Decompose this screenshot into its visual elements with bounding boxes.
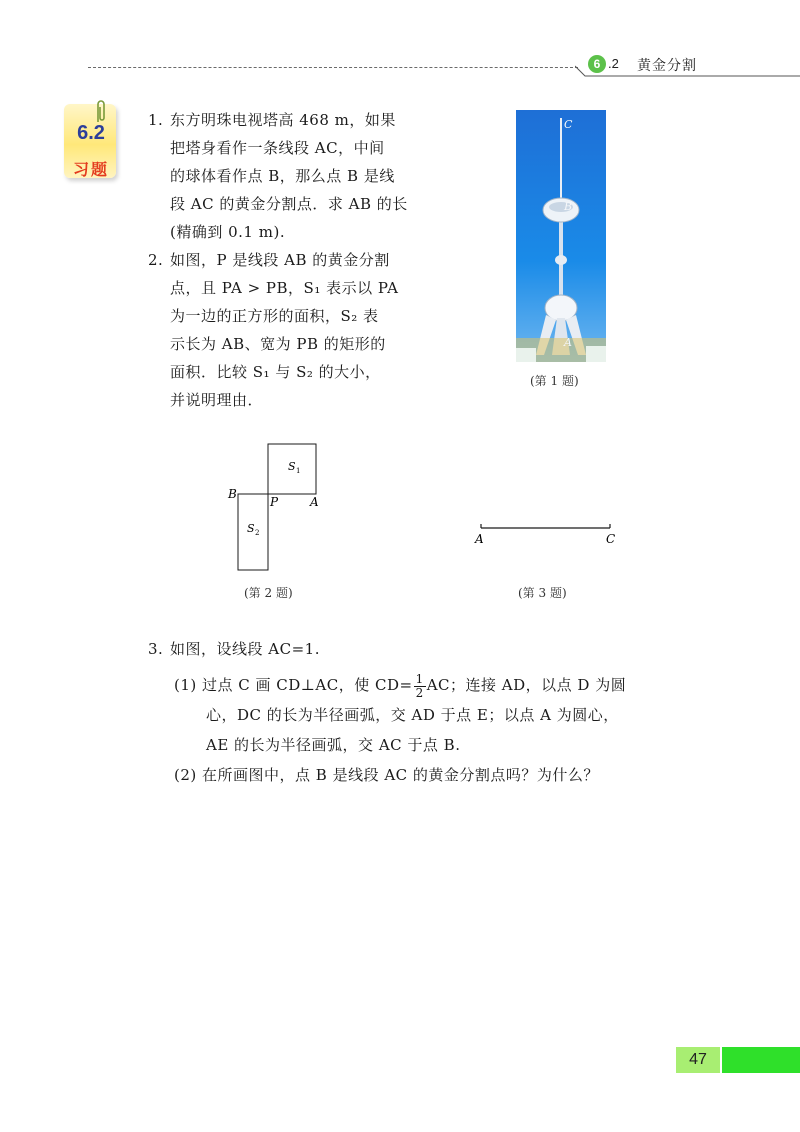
exercise-badge-label: 习题: [72, 160, 109, 179]
problem-3-part1-line3: AE 的长为半径画弧，交 AC 于点 B.: [206, 736, 461, 754]
problem-2-line: 并说明理由．: [170, 391, 264, 409]
problem-2: [148, 246, 438, 414]
page-number: 47: [676, 1047, 720, 1073]
problem-1-number: 1.: [148, 111, 164, 129]
figure-3-caption: (第 3 题): [518, 586, 567, 600]
figure-3-label-a: A: [475, 532, 484, 546]
tower-label-c: C: [564, 118, 573, 131]
figure-2-label-a: A: [310, 495, 319, 509]
fraction-denominator: 2: [415, 685, 424, 700]
problem-3-part2: (2) 在所画图中，点 B 是线段 AC 的黄金分割点吗？为什么？: [174, 766, 599, 784]
tower-label-a: A: [564, 336, 572, 349]
problem-1-line: 把塔身看作一条线段 AC，中间: [170, 139, 385, 157]
figure-2-label-s2-sub: 2: [255, 529, 260, 537]
problem-3-intro: 如图，设线段 AC=1.: [170, 640, 320, 658]
problem-3-number: 3.: [148, 640, 164, 658]
problem-3-part1-text: AC；连接 AD，以点 D 为圆: [426, 676, 627, 694]
figure-2-caption: (第 2 题): [244, 586, 293, 600]
figure-3-label-c: C: [606, 532, 616, 546]
problem-3: [148, 634, 708, 790]
problem-2-line: 点，且 PA > PB，S₁ 表示以 PA: [170, 279, 399, 297]
figure-2-label-s2: S: [247, 522, 255, 535]
problem-2-line: 如图，P 是线段 AB 的黄金分割: [170, 251, 390, 269]
figure-2-label-s1: S: [288, 460, 296, 473]
section-number-suffix: .2: [608, 56, 619, 71]
problem-3-part1-line2: 心，DC 的长为半径画弧，交 AD 于点 E；以点 A 为圆心，: [206, 706, 619, 724]
section-number-badge: 6: [588, 55, 606, 73]
fraction-one-half: [414, 673, 426, 700]
tower-label-b: B: [564, 200, 573, 213]
section-title: 黄金分割: [637, 58, 697, 74]
figure-2-label-s1-sub: 1: [296, 467, 301, 475]
problem-1-line: 东方明珠电视塔高 468 m，如果: [170, 111, 396, 129]
figure-1-caption: (第 1 题): [530, 374, 579, 388]
problem-2-line: 示长为 AB、宽为 PB 的矩形的: [170, 335, 386, 353]
problem-1-line: 段 AC 的黄金分割点．求 AB 的长: [170, 195, 408, 213]
page-number-bar: [722, 1047, 800, 1073]
exercise-badge-number: 6.2: [77, 122, 105, 144]
problem-1-line: (精确到 0.1 m).: [170, 223, 286, 241]
problem-3-part1-text: (1) 过点 C 画 CD⊥AC，使 CD=: [174, 676, 413, 694]
figure-2-diagram: [220, 440, 330, 575]
fraction-numerator: 1: [415, 671, 424, 686]
problem-2-line: 面积．比较 S₁ 与 S₂ 的大小，: [170, 363, 381, 381]
figure-2-label-p: P: [270, 495, 279, 509]
problem-1: [148, 106, 438, 246]
tower-photo: [516, 110, 606, 362]
problem-1-line: 的球体看作点 B，那么点 B 是线: [170, 167, 395, 185]
problem-2-line: 为一边的正方形的面积，S₂ 表: [170, 307, 379, 325]
figure-2-label-b: B: [228, 487, 237, 501]
paperclip-icon: [94, 98, 108, 124]
figure-3-diagram: [470, 520, 630, 550]
problem-2-number: 2.: [148, 251, 164, 269]
header-dashed-rule: [88, 67, 578, 68]
